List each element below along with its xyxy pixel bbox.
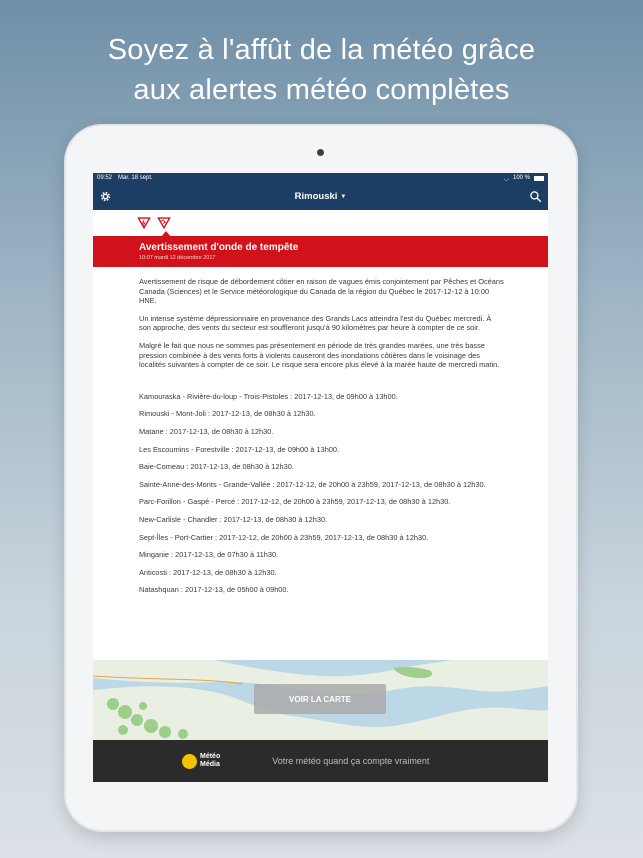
banner-tagline: Votre météo quand ça compte vraiment	[272, 756, 430, 766]
battery-icon	[534, 176, 544, 181]
status-date: Mar. 18 sept.	[118, 175, 153, 181]
meteomedia-logo	[182, 753, 220, 769]
location-item: Matane : 2017-12-13, de 08h30 à 12h30.	[139, 426, 274, 436]
location-item: Sainte-Anne-des-Monts - Grande-Vallée : 2017-12-12, de 20h00 à 23h59, 2017-12-13, de 08h30 à 12h30.	[139, 479, 486, 489]
map-preview[interactable]	[93, 660, 548, 740]
location-item: Parc-Forillon - Gaspé - Percé : 2017-12-12, de 20h00 à 23h59, 2017-12-13, de 08h30 à 12h30.	[139, 497, 451, 507]
alert-paragraph: Un intense système dépressionnaire en provenance des Grands Lacs atteindra l'est du Québec mercredi. À son approche, des vents du secteur est souffleront jusqu'à 90 kilomètres par heure à compter de ce soir.	[139, 313, 492, 333]
headline-line-1: Soyez à l'affût de la météo grâce	[107, 34, 536, 66]
location-item: Minganie : 2017-12-13, de 07h30 à 11h30.	[139, 550, 279, 560]
alert-paragraph: Avertissement de risque de débordement côtier en raison de vagues émis conjointement par Pêches et Océans Canada (Sciences) et le Service météorologique du Canada de la région du Québec le 2017-12-12 à 10:00 HNE.	[139, 277, 504, 306]
location-item: Natashquan : 2017-12-13, de 05h00 à 09h00.	[139, 585, 289, 595]
location-item: Kamouraska - Rivière-du-loup - Trois-Pistoles : 2017-12-13, de 09h00 à 13h00.	[139, 391, 398, 401]
alert-title: Avertissement d'onde de tempête	[139, 241, 299, 253]
location-item: Rimouski - Mont-Joli : 2017-12-13, de 08h30 à 12h30.	[139, 409, 316, 419]
wifi-icon: ◡	[503, 175, 509, 182]
alert-header	[93, 236, 548, 267]
ad-banner[interactable]	[93, 740, 548, 782]
app-screen	[93, 173, 548, 782]
chevron-down-icon: ▼	[340, 193, 347, 200]
ipad-device-frame	[66, 126, 576, 830]
battery-percent: 100 %	[512, 175, 530, 181]
storm-surge-warning-icon[interactable]	[157, 216, 171, 230]
location-item: Baie-Comeau : 2017-12-13, de 08h30 à 12h30.	[139, 462, 294, 472]
search-icon[interactable]	[529, 190, 542, 203]
location-title: Rimouski	[294, 191, 338, 202]
logo-line-2: Média	[200, 761, 220, 768]
sun-logo-icon	[182, 754, 197, 769]
logo-line-1: Météo	[200, 753, 221, 760]
nav-bar	[93, 183, 548, 210]
location-item: Anticosti : 2017-12-13, de 08h30 à 12h30.	[139, 567, 277, 577]
status-bar	[93, 173, 548, 183]
marketing-headline	[0, 30, 643, 110]
alert-body	[93, 267, 548, 595]
location-selector[interactable]	[295, 191, 347, 202]
selected-alert-pointer	[161, 231, 171, 237]
location-item: Sept-Îles - Port-Cartier : 2017-12-12, de 20h00 à 23h59, 2017-12-13, de 08h30 à 12h30.	[139, 532, 429, 542]
location-item: New-Carlisle - Chandler : 2017-12-13, de 08h30 à 12h30.	[139, 514, 328, 524]
status-time: 09:52	[97, 175, 113, 181]
gear-icon[interactable]	[99, 190, 112, 203]
camera-dot	[317, 149, 324, 156]
alert-datetime: 10:07 mardi 12 décembre 2017	[139, 254, 216, 261]
warning-triangle-icon[interactable]	[137, 216, 151, 230]
view-map-button[interactable]: VOIR LA CARTE	[254, 684, 386, 714]
headline-line-2: aux alertes météo complètes	[133, 74, 510, 106]
alert-paragraph: Malgré le fait que nous ne sommes pas présentement en période de très grandes marées, une très basse pression combinée à des vents forts à violents causeront des inondations côtières dans le voisinage des localités suivantes à compter de ce soir. Le risque sera encore plus élevé à la marée haute de mercredi matin.	[139, 340, 500, 370]
location-item: Les Escoumins - Forestville : 2017-12-13, de 09h00 à 13h00.	[139, 444, 340, 454]
paragraph-gap	[139, 378, 504, 392]
